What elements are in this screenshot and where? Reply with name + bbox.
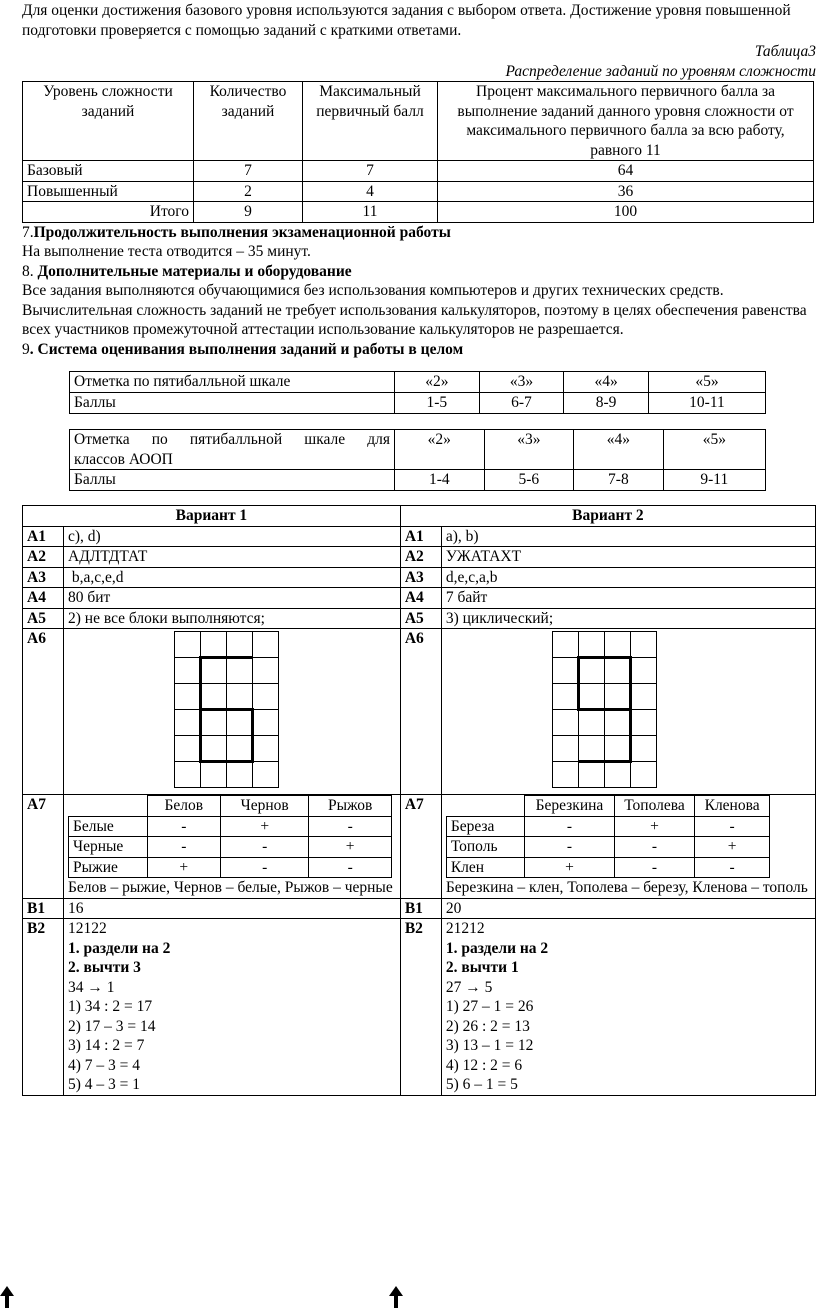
score-range: 5-6 xyxy=(484,470,574,491)
table-cell: 100 xyxy=(438,202,814,223)
table-row xyxy=(23,898,816,919)
table-header-row xyxy=(23,82,814,161)
table-row xyxy=(70,372,766,393)
grade-mark: «5» xyxy=(663,430,765,470)
logic-cell: + xyxy=(695,837,769,858)
logic-cell: - xyxy=(309,816,392,837)
score-label: Баллы xyxy=(70,470,395,491)
task-code: A4 xyxy=(23,588,64,609)
variant-1-header: Вариант 1 xyxy=(23,506,401,527)
table-row xyxy=(70,430,766,470)
answer-cell: a), b) xyxy=(441,526,815,547)
logic-col-header: Березкина xyxy=(525,796,614,817)
a6-figure-v1 xyxy=(64,629,401,795)
section-9-heading: 9. Система оценивания выполнения заданий и работы в целом xyxy=(22,340,464,358)
up-arrow-icon xyxy=(389,1286,403,1308)
a7-answer-v2: Березкина – клен, Тополева – березу, Кленова – тополь xyxy=(445,879,808,896)
score-range: 7-8 xyxy=(574,470,664,491)
logic-cell: + xyxy=(614,816,695,837)
grading-table-aoop xyxy=(69,429,766,491)
grade-mark: «4» xyxy=(574,430,664,470)
task-code: A4 xyxy=(400,588,441,609)
table-row xyxy=(23,181,814,202)
logic-col-header: Чернов xyxy=(221,796,309,817)
digit-grid-nine xyxy=(552,631,657,788)
answer-cell: c), d) xyxy=(64,526,401,547)
document-page xyxy=(22,0,816,1096)
grade-mark: «4» xyxy=(564,372,649,393)
score-label: Баллы xyxy=(70,393,395,414)
answer-key-table xyxy=(22,505,816,1096)
logic-col-header: Тополева xyxy=(614,796,695,817)
answer-cell: 3) циклический; xyxy=(441,608,815,629)
task-code: A6 xyxy=(23,629,64,795)
logic-cell: - xyxy=(614,837,695,858)
section-8-text: Все задания выполняются обучающимися без использования компьютеров и других технических средств. Вычислительная сложность заданий не требует использования калькуляторов, поэтому в целях обеспечения равенства всех участников промежуточной аттестации использование калькуляторов не разрешается. xyxy=(22,282,807,338)
logic-cell: + xyxy=(525,857,614,878)
section-7-text: На выполнение теста отводится – 35 минут. xyxy=(22,243,311,260)
table-row xyxy=(23,547,816,568)
table-row xyxy=(23,202,814,223)
table-cell: Повышенный xyxy=(23,181,194,202)
score-range: 1-4 xyxy=(395,470,485,491)
score-range: 8-9 xyxy=(564,393,649,414)
task-code: A7 xyxy=(23,795,64,899)
logic-cell: + xyxy=(147,857,221,878)
grade-label: Отметка по пятибалльной шкале xyxy=(70,372,395,393)
section-8-heading: 8. Дополнительные материалы и оборудование xyxy=(22,262,352,280)
logic-table-v2 xyxy=(446,795,770,878)
score-range: 1-5 xyxy=(395,393,480,414)
logic-cell: - xyxy=(147,837,221,858)
logic-cell: - xyxy=(695,816,769,837)
logic-row-header: Черные xyxy=(69,837,148,858)
table-row xyxy=(23,629,816,795)
grade-label: Отметка по пятибалльной шкале для классов АООП xyxy=(70,430,395,470)
logic-row-header: Тополь xyxy=(446,837,525,858)
logic-cell: - xyxy=(614,857,695,878)
grade-mark: «2» xyxy=(395,372,480,393)
answer-cell: d,e,c,a,b xyxy=(441,567,815,588)
grade-mark: «3» xyxy=(479,372,564,393)
logic-row-header: Белые xyxy=(69,816,148,837)
task-code: A6 xyxy=(400,629,441,795)
score-range: 10-11 xyxy=(648,393,765,414)
table-header-cell: Максимальный первичный балл xyxy=(303,82,438,161)
a7-v1-cell xyxy=(64,795,401,899)
table-header-cell: Количество заданий xyxy=(194,82,303,161)
table-cell: 7 xyxy=(194,161,303,182)
answer-cell: 7 байт xyxy=(441,588,815,609)
grade-mark: «3» xyxy=(484,430,574,470)
a6-figure-v2 xyxy=(441,629,815,795)
table-cell: Итого xyxy=(23,202,194,223)
task-code: A7 xyxy=(400,795,441,899)
task-code: A1 xyxy=(400,526,441,547)
task-code: A2 xyxy=(400,547,441,568)
answer-cell: АДЛТДТАТ xyxy=(64,547,401,568)
logic-cell: - xyxy=(309,857,392,878)
table-row xyxy=(23,795,816,899)
table-header-cell: Уровень сложности заданий xyxy=(23,82,194,161)
b2-solution-v1: 12122 1. раздели на 2 2. вычти 3 34 → 1 1) 34 : 2 = 17 2) 17 – 3 = 14 3) 14 : 2 = 7 4) 7 – 3 = 4 5) 4 – 3 = 1 xyxy=(64,919,401,1096)
task-code: A1 xyxy=(23,526,64,547)
table-cell: 11 xyxy=(303,202,438,223)
logic-row-header: Береза xyxy=(446,816,525,837)
table-cell: 7 xyxy=(303,161,438,182)
logic-cell: - xyxy=(221,857,309,878)
task-code: A3 xyxy=(23,567,64,588)
table3-caption-number: Таблица3 xyxy=(754,43,816,60)
table-row xyxy=(23,567,816,588)
logic-cell: - xyxy=(221,837,309,858)
answer-cell: УЖАТАХТ xyxy=(441,547,815,568)
task-code: A5 xyxy=(23,608,64,629)
table3-caption-title: Распределение заданий по уровням сложности xyxy=(505,62,816,80)
table-cell: Базовый xyxy=(23,161,194,182)
table-cell: 2 xyxy=(194,181,303,202)
table-row xyxy=(70,393,766,414)
logic-row-header: Рыжие xyxy=(69,857,148,878)
table-header-row xyxy=(23,506,816,527)
table-cell: 64 xyxy=(438,161,814,182)
task-code: B2 xyxy=(23,919,64,1096)
task-code: B1 xyxy=(400,898,441,919)
logic-cell: + xyxy=(309,837,392,858)
b2-solution-v2: 21212 1. раздели на 2 2. вычти 1 27 → 5 1) 27 – 1 = 26 2) 26 : 2 = 13 3) 13 – 1 = 12 4) 12 : 2 = 6 5) 6 – 1 = 5 xyxy=(441,919,815,1096)
score-range: 9-11 xyxy=(663,470,765,491)
table-header-cell: Процент максимального первичного балла за выполнение заданий данного уровня сложности от максимального первичного балла за всю работу, равного 11 xyxy=(438,82,814,161)
task-code: B1 xyxy=(23,898,64,919)
task-code: A5 xyxy=(400,608,441,629)
task-code: B2 xyxy=(400,919,441,1096)
answer-cell: 20 xyxy=(441,898,815,919)
a7-v2-cell xyxy=(441,795,815,899)
answer-cell: 16 xyxy=(64,898,401,919)
score-range: 6-7 xyxy=(479,393,564,414)
intro-paragraph: Для оценки достижения базового уровня используются задания с выбором ответа. Достижение уровня повышенной подготовки проверяется с помощью заданий с краткими ответами. xyxy=(22,2,791,39)
task-code: A3 xyxy=(400,567,441,588)
grade-mark: «2» xyxy=(395,430,485,470)
logic-col-header: Кленова xyxy=(695,796,769,817)
logic-cell: - xyxy=(147,816,221,837)
answer-cell: 80 бит xyxy=(64,588,401,609)
logic-col-header: Белов xyxy=(147,796,221,817)
digit-grid-six xyxy=(174,631,279,788)
section-7-heading: 7.Продолжительность выполнения экзаменационной работы xyxy=(22,223,451,241)
logic-cell: - xyxy=(525,837,614,858)
table-row xyxy=(23,161,814,182)
logic-cell: - xyxy=(525,816,614,837)
logic-row-header: Клен xyxy=(446,857,525,878)
table-cell: 36 xyxy=(438,181,814,202)
difficulty-distribution-table xyxy=(22,81,814,223)
grade-mark: «5» xyxy=(648,372,765,393)
logic-cell: - xyxy=(695,857,769,878)
answer-cell: b,a,c,e,d xyxy=(64,567,401,588)
table-row xyxy=(23,526,816,547)
grading-table xyxy=(69,371,766,414)
table-cell: 4 xyxy=(303,181,438,202)
table-row xyxy=(23,588,816,609)
a7-answer-v1: Белов – рыжие, Чернов – белые, Рыжов – черные xyxy=(68,879,393,896)
logic-table-v1 xyxy=(68,795,392,878)
up-arrow-icon xyxy=(0,1286,14,1308)
table-cell: 9 xyxy=(194,202,303,223)
logic-cell: + xyxy=(221,816,309,837)
table-row xyxy=(23,608,816,629)
table-row xyxy=(70,470,766,491)
logic-col-header: Рыжов xyxy=(309,796,392,817)
variant-2-header: Вариант 2 xyxy=(400,506,815,527)
task-code: A2 xyxy=(23,547,64,568)
table-row xyxy=(23,919,816,1096)
answer-cell: 2) не все блоки выполняются; xyxy=(64,608,401,629)
